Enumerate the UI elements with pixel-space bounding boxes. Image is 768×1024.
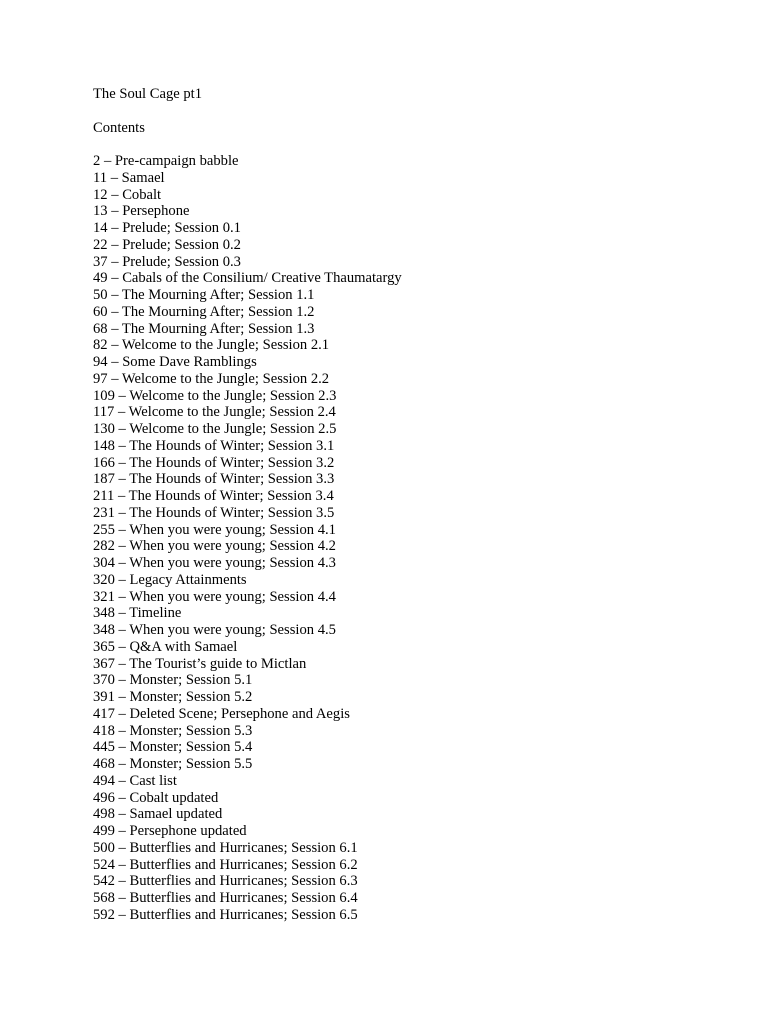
toc-entry: 12 – Cobalt: [93, 186, 162, 203]
toc-entry: 320 – Legacy Attainments: [93, 571, 247, 588]
toc-entry: 50 – The Mourning After; Session 1.1: [93, 287, 315, 303]
toc-entry: 370 – Monster; Session 5.1: [93, 672, 253, 689]
toc-entry: 568 – Butterflies and Hurricanes; Session 6.4: [93, 890, 358, 906]
toc-entry: 348 – Timeline: [93, 605, 182, 622]
toc-entry: 524 – Butterflies and Hurricanes; Session 6.2: [93, 856, 358, 873]
toc-entry: 37 – Prelude; Session 0.3: [93, 253, 241, 270]
toc-entry: 49 – Cabals of the Consilium/ Creative Thaumatargy: [93, 270, 402, 287]
toc-entry: 365 – Q&A with Samael: [93, 638, 238, 655]
toc-entry: 418 – Monster; Session 5.3: [93, 722, 253, 739]
toc-entry: 130 – Welcome to the Jungle; Session 2.5: [93, 421, 337, 437]
toc-entry: 417 – Deleted Scene; Persephone and Aegis: [93, 705, 350, 722]
toc-entry: 231 – The Hounds of Winter; Session 3.5: [93, 504, 335, 521]
toc-entry: 109 – Welcome to the Jungle; Session 2.3: [93, 387, 337, 404]
document-page: [93, 86, 733, 924]
toc-entry: 496 – Cobalt updated: [93, 789, 219, 806]
table-of-contents: [93, 153, 733, 924]
toc-entry: 187 – The Hounds of Winter; Session 3.3: [93, 471, 335, 488]
toc-entry: 468 – Monster; Session 5.5: [93, 756, 253, 772]
toc-entry: 391 – Monster; Session 5.2: [93, 689, 253, 705]
toc-entry: 166 – The Hounds of Winter; Session 3.2: [93, 454, 335, 471]
toc-entry: 97 – Welcome to the Jungle; Session 2.2: [93, 370, 330, 387]
toc-entry: 445 – Monster; Session 5.4: [93, 739, 253, 756]
toc-entry: 592 – Butterflies and Hurricanes; Session 6.5: [93, 906, 358, 923]
toc-entry: 148 – The Hounds of Winter; Session 3.1: [93, 437, 335, 454]
toc-entry: 500 – Butterflies and Hurricanes; Session 6.1: [93, 839, 358, 856]
toc-entry: 211 – The Hounds of Winter; Session 3.4: [93, 488, 334, 504]
toc-entry: 321 – When you were young; Session 4.4: [93, 588, 336, 605]
toc-entry: 14 – Prelude; Session 0.1: [93, 220, 241, 236]
document-title: The Soul Cage pt1: [93, 86, 203, 102]
toc-entry: 494 – Cast list: [93, 772, 177, 789]
contents-heading: Contents: [93, 119, 145, 136]
toc-entry: 94 – Some Dave Ramblings: [93, 354, 257, 370]
toc-entry: 11 – Samael: [93, 169, 165, 186]
toc-entry: 13 – Persephone: [93, 203, 190, 220]
toc-entry: 117 – Welcome to the Jungle; Session 2.4: [93, 404, 336, 421]
toc-entry: 367 – The Tourist’s guide to Mictlan: [93, 655, 307, 672]
toc-entry: 499 – Persephone updated: [93, 823, 247, 839]
toc-entry: 255 – When you were young; Session 4.1: [93, 521, 336, 538]
toc-entry: 82 – Welcome to the Jungle; Session 2.1: [93, 337, 330, 354]
toc-entry: 2 – Pre-campaign babble: [93, 153, 239, 169]
toc-entry: 60 – The Mourning After; Session 1.2: [93, 303, 315, 320]
toc-entry: 348 – When you were young; Session 4.5: [93, 622, 336, 638]
toc-entry: 282 – When you were young; Session 4.2: [93, 538, 336, 555]
toc-entry: 498 – Samael updated: [93, 806, 223, 823]
toc-entry: 68 – The Mourning After; Session 1.3: [93, 320, 315, 337]
toc-entry: 22 – Prelude; Session 0.2: [93, 236, 241, 253]
toc-entry: 304 – When you were young; Session 4.3: [93, 555, 336, 571]
toc-entry: 542 – Butterflies and Hurricanes; Session 6.3: [93, 873, 358, 890]
